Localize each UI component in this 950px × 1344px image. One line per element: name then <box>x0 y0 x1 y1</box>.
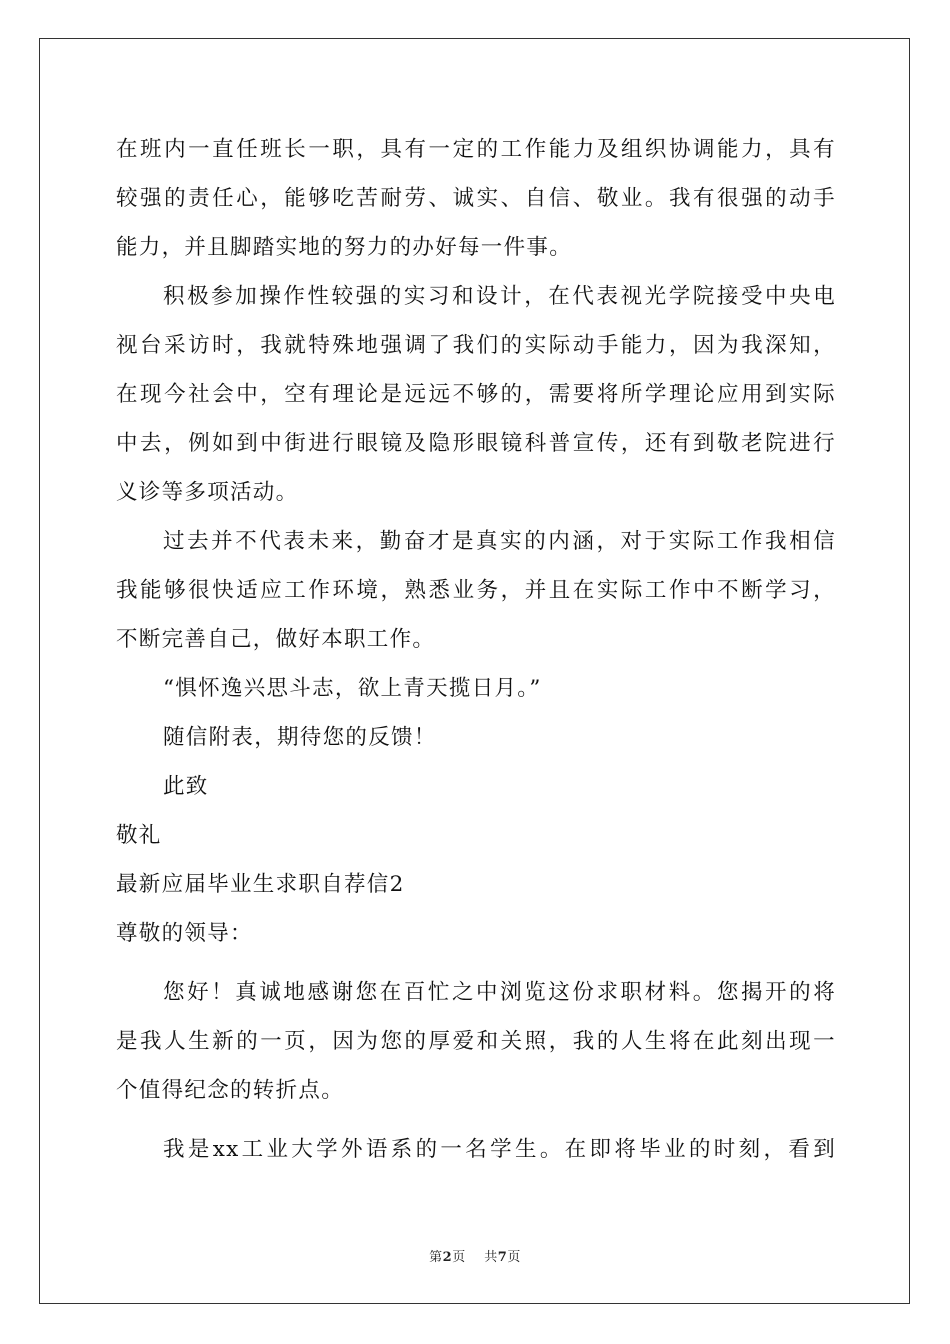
text-line: 义诊等多项活动。 <box>116 480 299 505</box>
page-number: 2 <box>442 1250 453 1265</box>
text-line: 是我人生新的一页，因为您的厚爱和关照，我的人生将在此刻出现一 <box>116 1029 836 1054</box>
text-line: 较强的责任心，能够吃苦耐劳、诚实、自信、敬业。我有很强的动手 <box>116 186 836 211</box>
closing-line: 此致 <box>163 774 209 799</box>
total-pages: 7 <box>497 1250 508 1265</box>
greeting-line: 尊敬的领导： <box>116 921 253 946</box>
page-prefix: 第 <box>429 1250 443 1265</box>
salutation-line: 敬礼 <box>116 823 162 848</box>
text-line: 视台采访时，我就特殊地强调了我们的实际动手能力，因为我深知， <box>116 333 836 358</box>
text-line: 个值得纪念的转折点。 <box>116 1078 345 1103</box>
total-prefix: 共 <box>484 1250 498 1265</box>
paragraph-start: 过去并不代表未来，勤奋才是真实的内涵，对于实际工作我相信 <box>163 529 836 554</box>
text-line: 能力，并且脚踏实地的努力的办好每一件事。 <box>116 235 573 260</box>
text-line: 随信附表，期待您的反馈！ <box>163 725 437 750</box>
text-line: 在班内一直任班长一职，具有一定的工作能力及组织协调能力，具有 <box>116 137 836 162</box>
paragraph-start: 您好！真诚地感谢您在百忙之中浏览这份求职材料。您揭开的将 <box>163 980 836 1005</box>
page-suffix: 页 <box>452 1250 466 1265</box>
text-line: 在现今社会中，空有理论是远远不够的，需要将所学理论应用到实际 <box>116 382 836 407</box>
document-body <box>116 125 836 1174</box>
paragraph-start: 我是xx工业大学外语系的一名学生。在即将毕业的时刻，看到 <box>163 1137 836 1162</box>
total-suffix: 页 <box>507 1250 521 1265</box>
text-line: 不断完善自己，做好本职工作。 <box>116 627 436 652</box>
text-line: 中去，例如到中街进行眼镜及隐形眼镜科普宣传，还有到敬老院进行 <box>116 431 836 456</box>
text-line: 我能够很快适应工作环境，熟悉业务，并且在实际工作中不断学习， <box>116 578 836 603</box>
page-footer <box>0 1246 950 1265</box>
section-title: 最新应届毕业生求职自荐信2 <box>116 872 405 897</box>
paragraph-start: 积极参加操作性较强的实习和设计，在代表视光学院接受中央电 <box>163 284 836 309</box>
quote-line: “惧怀逸兴思斗志，欲上青天揽日月。” <box>163 676 542 701</box>
